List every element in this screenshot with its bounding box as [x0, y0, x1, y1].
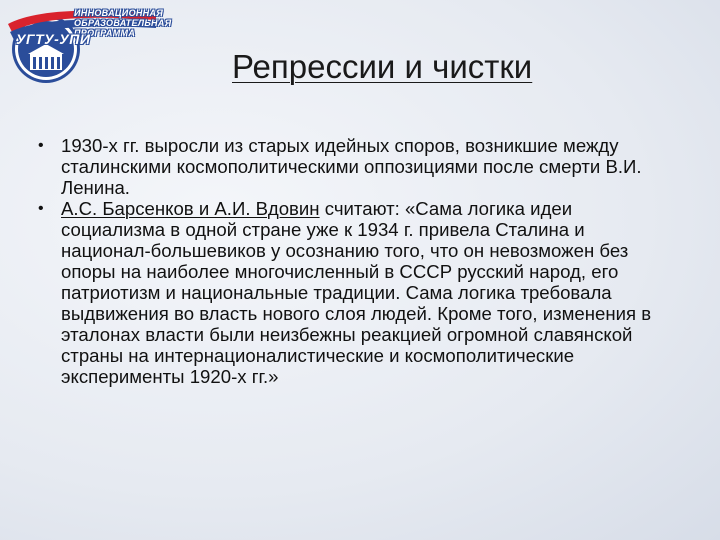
logo-line-2: ОБРАЗОВАТЕЛЬНАЯ: [74, 18, 172, 28]
bullet-text: считают: «Сама логика идеи социализма в одной стране уже к 1934 г. привела Сталина и национал-большевиков у осознанию того, что он невозможен без опоры на наиболее многочисленный в СССР русский народ, его патриотизм и национальные традиции. Сама логика требовала выдвижения во власть нового слоя людей. Кроме того, изменения в эталонах власти были неизбежны реакцией огромной славянской страны на интернационалистические и космополитические эксперименты 1920-х гг.»: [61, 198, 652, 387]
bullet-list: [38, 135, 678, 387]
logo-line-1: ИННОВАЦИОННАЯ: [74, 8, 164, 18]
bullet-marker: •: [38, 137, 44, 154]
logo-abbreviation: УГТУ-УПИ: [16, 31, 91, 47]
bullet-item: [38, 198, 678, 387]
logo-line-3: ПРОГРАММА: [74, 28, 136, 38]
bullet-text: 1930-х гг. выросли из старых идейных споров, возникшие между сталинскими космополитическими оппозициями после смерти В.И. Ленина.: [61, 135, 642, 198]
slide-title: Репрессии и чистки: [232, 48, 533, 85]
bullet-item: [38, 135, 678, 198]
university-logo: [6, 4, 172, 86]
bullet-authors: А.С. Барсенков и А.И. Вдовин: [61, 198, 320, 219]
bullet-marker: •: [38, 200, 44, 217]
